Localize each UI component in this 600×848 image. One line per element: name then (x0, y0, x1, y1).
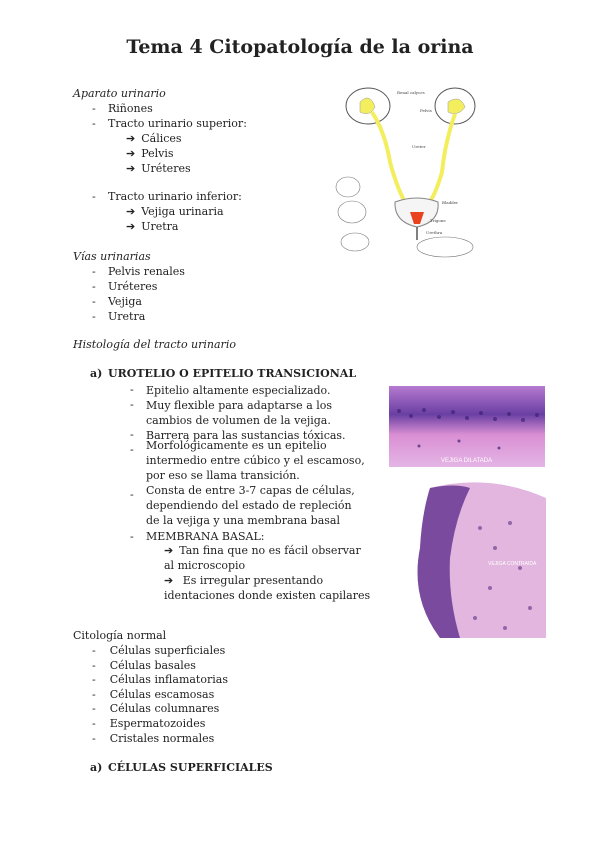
section-title: UROTELIO O EPITELIO TRANSICIONAL (108, 367, 357, 380)
list-item: - Cristales normales (92, 731, 215, 745)
histology-dilated-bladder-image (389, 386, 545, 467)
arrow-icon: ➔ (126, 205, 136, 218)
list-item: Tracto urinario inferior: (108, 190, 242, 203)
label-ureter: Ureter (412, 144, 426, 149)
dash: - (92, 102, 96, 115)
arrow-icon: ➔ (164, 544, 174, 557)
dash: - (92, 265, 96, 278)
dash: - (130, 488, 134, 501)
dash: - (130, 443, 134, 456)
list-item: Tracto urinario superior: (108, 117, 247, 130)
dash: - (92, 280, 96, 293)
right-pelvis (448, 99, 465, 114)
dash: - (92, 295, 96, 308)
sub-list-item: ➔ Es irregular presentando identaciones donde existen capilares (164, 574, 371, 602)
list-item: - Células columnares (92, 702, 220, 716)
dash: - (92, 310, 96, 323)
arrow-icon: ➔ (126, 132, 136, 145)
list-item: Barrera para las sustancias tóxicas. (146, 429, 346, 442)
label-bladder: Bladder (442, 200, 459, 205)
urinary-anatomy-figure (330, 82, 480, 267)
sub-list-item: ➔ Cálices (126, 132, 182, 145)
left-pelvis (360, 98, 375, 114)
list-item: MEMBRANA BASAL: (146, 530, 265, 543)
list-item: Riñones (108, 102, 153, 115)
dash: - (130, 383, 134, 396)
list-item: Muy flexible para adaptarse a los cambios de volumen de la vejiga. (146, 399, 333, 427)
list-item: Vejiga (108, 295, 142, 308)
list-item: - Células inflamatorias (92, 673, 228, 687)
histology-label: VEJIGA CONTRAIDA (488, 561, 537, 567)
sub-list-item: ➔ Uréteres (126, 162, 191, 175)
vias-heading: Vías urinarias (73, 250, 151, 263)
histology-contracted-bladder-image (400, 478, 546, 638)
sub-list-item: ➔ Pelvis (126, 147, 174, 160)
list-item: - Células superficiales (92, 644, 226, 657)
list-item: Epitelio altamente especializado. (146, 384, 331, 397)
arrow-icon: ➔ (126, 162, 136, 175)
left-ureter (372, 112, 408, 207)
section-title: CÉLULAS SUPERFICIALES (108, 761, 273, 774)
list-item: - Células escamosas (92, 687, 215, 701)
label-renal-calyces: Renal calyces (397, 90, 425, 95)
sub-list-item: ➔ Uretra (126, 220, 179, 233)
list-item: Uretra (108, 310, 146, 323)
list-item: - Espermatozoides (92, 716, 206, 730)
arrow-icon: ➔ (126, 220, 136, 233)
arrow-icon: ➔ (126, 147, 136, 160)
list-item: Consta de entre 3-7 capas de células, dependiendo del estado de repleción de la vejiga y una membrana basal (146, 484, 355, 527)
label-trigone: Trigone (430, 218, 446, 223)
dash: - (92, 117, 96, 130)
sub-list-item: ➔ Vejiga urinaria (126, 205, 224, 218)
citologia-list (92, 644, 228, 746)
list-item: Morfológicamente es un epitelio intermedio entre cúbico y el escamoso, por eso se llama transición. (146, 439, 365, 482)
dash: - (130, 428, 134, 441)
page-title: Tema 4 Citopatología de la orina (126, 36, 474, 58)
dash: - (130, 530, 134, 543)
arrow-icon: ➔ (164, 574, 174, 587)
right-ureter (426, 114, 455, 207)
histology-label: VEJIGA DILATADA (441, 458, 493, 464)
list-item: Pelvis renales (108, 265, 185, 278)
histologia-heading: Histología del tracto urinario (73, 338, 236, 351)
dash: - (92, 190, 96, 203)
list-item: - Células basales (92, 658, 196, 672)
aparato-heading: Aparato urinario (73, 87, 166, 100)
sub-list-item: ➔ Tan fina que no es fácil observar al microscopio (164, 544, 361, 572)
list-item: Uréteres (108, 280, 158, 293)
section-marker: a) (90, 761, 103, 774)
section-marker: a) (90, 367, 103, 380)
citologia-heading: Citología normal (73, 629, 167, 642)
label-urethra: Urethra (426, 230, 443, 235)
label-pelvis: Pelvis (420, 108, 432, 113)
dash: - (130, 398, 134, 411)
